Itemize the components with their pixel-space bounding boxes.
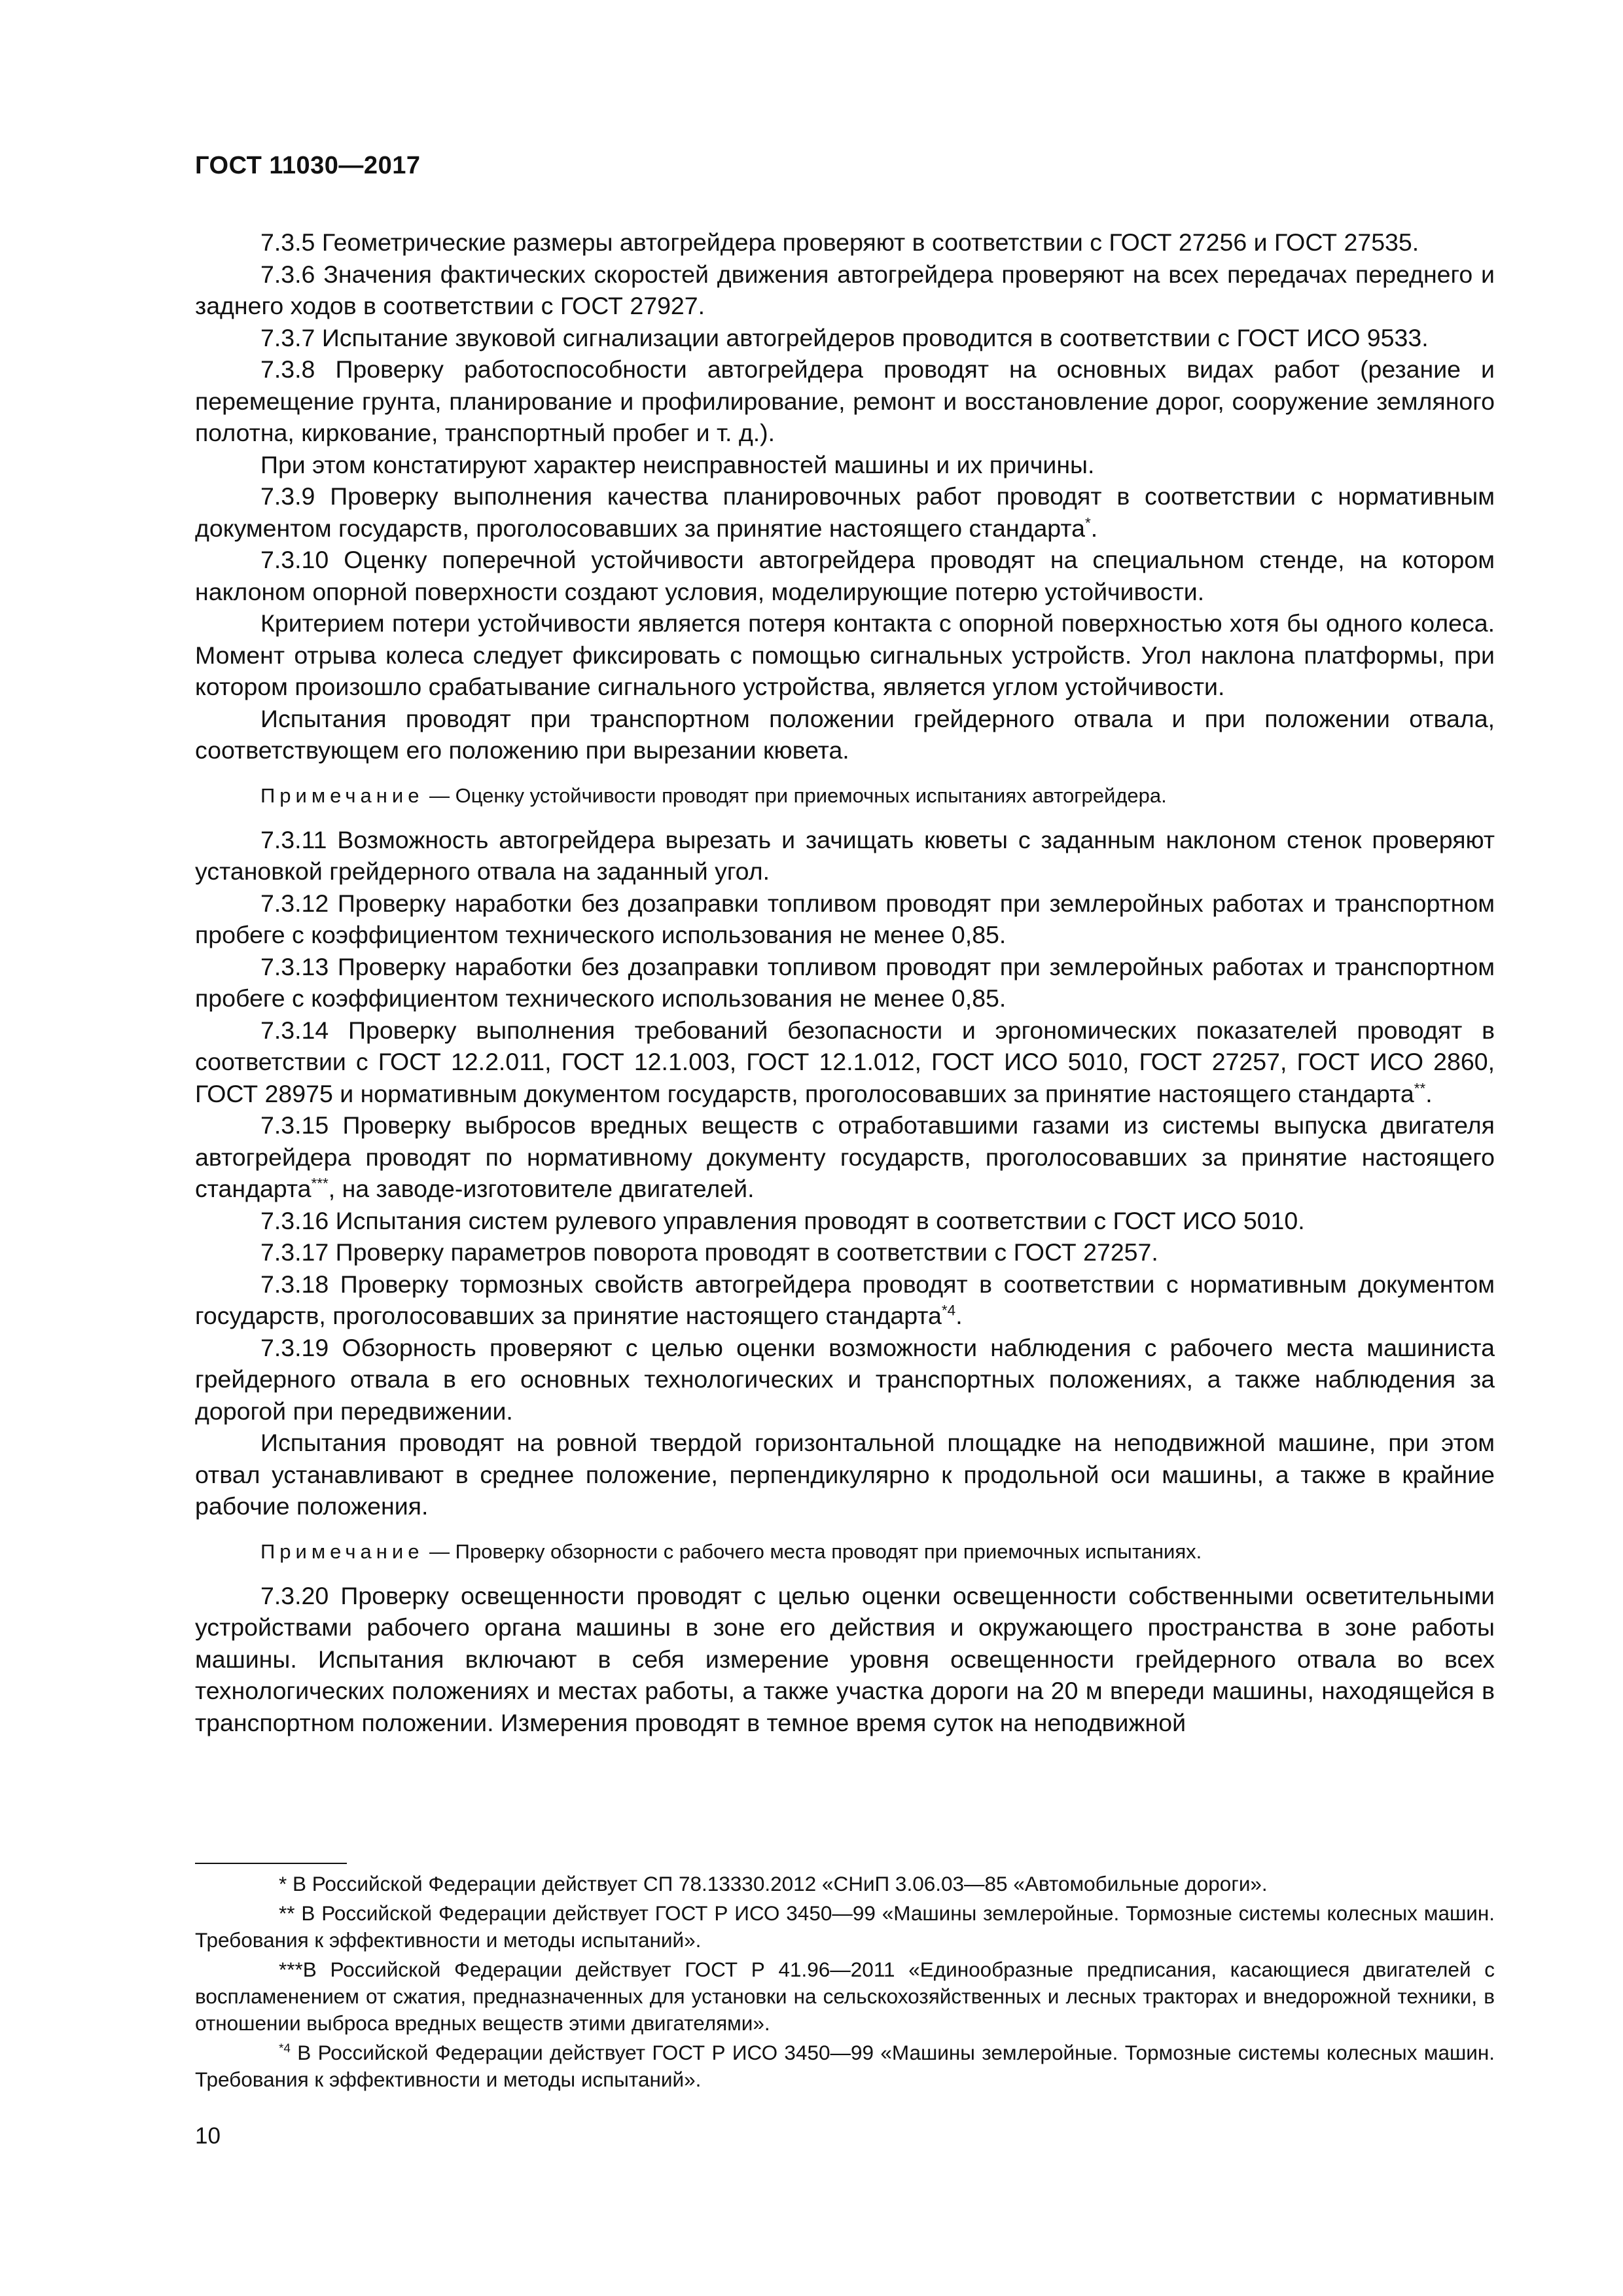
paragraph-7-3-8: 7.3.8 Проверку работоспособности автогрейдера проводят на основных видах работ (резание и перемещение грунта, планирование и профилирование, ремонт и восстановление дорог, сооружение земляного полотна, киркование, транспортный пробег и т. д.).	[195, 355, 1495, 446]
note-text: — Проверку обзорности с рабочего места проводят при приемочных испытаниях.	[423, 1539, 1202, 1563]
footnote-3	[195, 1956, 1495, 2037]
paragraph-7-3-12: 7.3.12 Проверку наработки без дозаправки топливом проводят при землеройных работах и транспортном пробеге с коэффициентом технического использования не менее 0,85.	[195, 889, 1495, 948]
paragraph-7-3-15	[195, 1109, 1495, 1205]
paragraph-7-3-9	[195, 480, 1495, 544]
paragraph-7-3-13: 7.3.13 Проверку наработки без дозаправки топливом проводят при землеройных работах и транспортном пробеге с коэффициентом технического использования не менее 0,85.	[195, 952, 1495, 1012]
paragraph-7-3-14	[195, 1014, 1495, 1110]
paragraph-7-3-6: 7.3.6 Значения фактических скоростей движения автогрейдера проверяют на всех передачах переднего и заднего ходов в соответствии с ГОСТ 27927.	[195, 260, 1495, 319]
page-number: 10	[195, 2123, 221, 2149]
paragraph-7-3-16: 7.3.16 Испытания систем рулевого управления проводят в соответствии с ГОСТ ИСО 5010.	[260, 1206, 1305, 1234]
paragraph-7-3-20: 7.3.20 Проверку освещенности проводят с целью оценки освещенности собственными осветительными устройствами рабочего органа машины в зоне его действия и окружающего пространства в зоне работы машины. Испытания включают в себя измерение уровня освещенности грейдерного отвала во всех технологических положениях и местах работы, а также участка дороги на 20 м впереди машины, находящейся в транспортном положении. Измерения проводят в темное время суток на неподвижной	[195, 1581, 1495, 1736]
paragraph-7-3-15-text: 7.3.15 Проверку выбросов вредных веществ с отработавшими газами из системы выпуска двигателя автогрейдера проводят по нормативному документу государств, проголосовавших за принятие настоящего стандарта	[195, 1111, 1495, 1202]
paragraph-7-3-11: 7.3.11 Возможность автогрейдера вырезать и зачищать кюветы с заданным наклоном стенок проверяют установкой грейдерного отвала на заданный угол.	[195, 825, 1495, 885]
footnote-4-text: В Российской Федерации действует ГОСТ Р ИСО 3450—99 «Машины землеройные. Тормозные системы колесных машин. Требования к эффективности и методы испытаний».	[195, 2041, 1495, 2091]
paragraph-7-3-19: 7.3.19 Обзорность проверяют с целью оценки возможности наблюдения с рабочего места машиниста грейдерного отвала в его основных технологических и транспортных положениях, а также наблюдения за дорогой при передвижении.	[195, 1333, 1495, 1425]
footnote-ref-3[interactable]: ***	[311, 1175, 329, 1192]
paragraph-7-3-8-continued: При этом констатируют характер неисправностей машины и их причины.	[260, 450, 1095, 478]
footnote-2-text: В Российской Федерации действует ГОСТ Р ИСО 3450—99 «Машины землеройные. Тормозные системы колесных машин. Требования к эффективности и методы испытаний».	[195, 1901, 1495, 1952]
paragraph-7-3-18-end: .	[955, 1302, 963, 1329]
paragraph-7-3-10-tests: Испытания проводят при транспортном положении грейдерного отвала и при положении отвала, соответствующем его положению при вырезании кювета.	[195, 704, 1495, 764]
footnote-3-mark: ***	[279, 1958, 303, 1981]
footnote-4	[195, 2039, 1495, 2093]
footnotes	[195, 1871, 1495, 2096]
document-body	[195, 226, 1495, 1738]
footnote-1-text: В Российской Федерации действует СП 78.13330.2012 «СНиП 3.06.03—85 «Автомобильные дороги».	[287, 1872, 1268, 1895]
footnote-ref-2[interactable]: **	[1414, 1080, 1426, 1096]
footnote-divider	[195, 1863, 347, 1864]
note-stability	[195, 782, 1495, 810]
footnote-1-mark: *	[279, 1872, 287, 1895]
paragraph-7-3-10: 7.3.10 Оценку поперечной устойчивости автогрейдера проводят на специальном стенде, на котором наклоном опорной поверхности создают условия, моделирующие потерю устойчивости.	[195, 546, 1495, 605]
paragraph-7-3-7: 7.3.7 Испытание звуковой сигнализации автогрейдеров проводится в соответствии с ГОСТ ИСО 9533.	[260, 323, 1429, 351]
paragraph-7-3-9-text: 7.3.9 Проверку выполнения качества планировочных работ проводят в соответствии с нормативным документом государств, проголосовавших за принятие настоящего стандарта	[195, 482, 1495, 542]
footnote-ref-4[interactable]: *4	[941, 1302, 956, 1319]
footnote-2-mark: **	[279, 1901, 295, 1925]
paragraph-7-3-17: 7.3.17 Проверку параметров поворота проводят в соответствии с ГОСТ 27257.	[260, 1238, 1158, 1266]
footnote-1	[195, 1871, 1495, 1897]
footnote-3-text: В Российской Федерации действует ГОСТ Р 41.96—2011 «Единообразные предписания, касающиеся двигателей с воспламенением от сжатия, предназначенных для установки на сельскохозяйственных и лесных тракторах и внедорожной техники, в отношении выброса вредных веществ этими двигателями».	[195, 1958, 1495, 2035]
paragraph-7-3-9-end: .	[1090, 514, 1098, 542]
paragraph-7-3-5: 7.3.5 Геометрические размеры автогрейдера проверяют в соответствии с ГОСТ 27256 и ГОСТ 27535.	[260, 228, 1419, 256]
paragraph-7-3-19-tests: Испытания проводят на ровной твердой горизонтальной площадке на неподвижной машине, при этом отвал устанавливают в среднее положение, перпендикулярно к продольной оси машины, а также в крайние рабочие положения.	[195, 1429, 1495, 1520]
paragraph-7-3-18-text: 7.3.18 Проверку тормозных свойств автогрейдера проводят в соответствии с нормативным документом государств, проголосовавших за принятие настоящего стандарта	[195, 1270, 1495, 1329]
note-text: — Оценку устойчивости проводят при приемочных испытаниях автогрейдера.	[423, 783, 1167, 807]
note-label: Примечание	[260, 1539, 424, 1563]
note-label: Примечание	[260, 783, 424, 807]
footnote-4-mark: *4	[279, 2041, 291, 2056]
paragraph-7-3-10-criterion: Критерием потери устойчивости является потеря контакта с опорной поверхностью хотя бы одного колеса. Момент отрыва колеса следует фиксировать с помощью сигнальных устройств. Угол наклона платформы, при котором произошло срабатывание сигнального устройства, является углом устойчивости.	[195, 609, 1495, 700]
paragraph-7-3-14-text: 7.3.14 Проверку выполнения требований безопасности и эргономических показателей проводят в соответствии с ГОСТ 12.2.011, ГОСТ 12.1.003, ГОСТ 12.1.012, ГОСТ ИСО 5010, ГОСТ 27257, ГОСТ ИСО 2860, ГОСТ 28975 и нормативным документом государств, проголосовавших за принятие настоящего стандарта	[195, 1016, 1495, 1107]
footnote-ref-1[interactable]: *	[1084, 514, 1091, 531]
paragraph-7-3-14-end: .	[1425, 1079, 1433, 1107]
footnote-2	[195, 1900, 1495, 1954]
note-visibility	[195, 1538, 1495, 1566]
paragraph-7-3-18	[195, 1268, 1495, 1332]
document-header: ГОСТ 11030—2017	[195, 152, 421, 179]
paragraph-7-3-15-end: , на заводе-изготовителе двигателей.	[328, 1175, 755, 1202]
